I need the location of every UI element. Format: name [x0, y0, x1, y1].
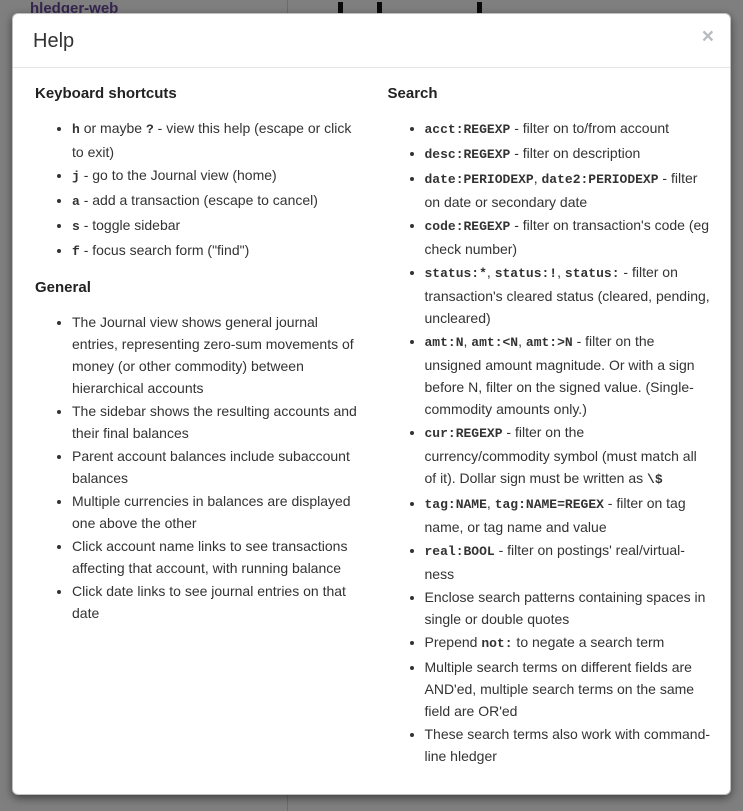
- code-term: s: [72, 219, 80, 234]
- help-list-item: • j - go to the Journal view (home): [72, 164, 360, 188]
- modal-header: [13, 14, 730, 68]
- help-list-item: • These search terms also work with command-line hledger: [425, 723, 713, 767]
- code-term: status:*: [424, 266, 487, 281]
- code-term: cur:REGEXP: [424, 426, 503, 441]
- help-list-item: • desc:REGEXP - filter on description: [425, 142, 713, 166]
- code-term: ?: [145, 122, 154, 137]
- code-term: a: [72, 194, 80, 209]
- code-term: status:: [564, 266, 620, 281]
- help-list-item: • Click date links to see journal entries on that date: [72, 580, 360, 624]
- close-icon[interactable]: ×: [701, 25, 714, 48]
- code-term: tag:NAME: [424, 497, 487, 512]
- code-term: date2:PERIODEXP: [541, 172, 659, 187]
- section-heading: Search: [387, 85, 438, 102]
- help-right-column: [373, 85, 726, 777]
- code-term: \$: [647, 472, 663, 487]
- help-list-item: • Click account name links to see transactions affecting that account, with running balance: [72, 535, 360, 579]
- help-list-item: • date:PERIODEXP, date2:PERIODEXP - filter on date or secondary date: [425, 167, 713, 213]
- code-term: amt:>N: [525, 335, 573, 350]
- help-left-column: [20, 85, 373, 777]
- code-term: tag:NAME=REGEX: [494, 497, 604, 512]
- help-list-item: • tag:NAME, tag:NAME=REGEX - filter on tag name, or tag name and value: [425, 492, 713, 538]
- section-heading: Keyboard shortcuts: [35, 85, 177, 102]
- code-term: code:REGEXP: [424, 219, 511, 234]
- help-list-item: • h or maybe ? - view this help (escape or click to exit): [72, 117, 360, 163]
- help-list: [35, 117, 360, 263]
- help-list: [388, 117, 713, 767]
- help-list-item: • amt:N, amt:<N, amt:>N - filter on the unsigned amount magnitude. Or with a sign before N, filter on the signed value. (Single-commodity amounts only.): [425, 330, 713, 420]
- help-list-item: • acct:REGEXP - filter on to/from account: [425, 117, 713, 141]
- modal-title: Help: [33, 30, 75, 52]
- help-list-item: • status:*, status:!, status: - filter on transaction's cleared status (cleared, pending, uncleared): [425, 261, 713, 329]
- code-term: status:!: [494, 266, 558, 281]
- help-list-item: • The sidebar shows the resulting accounts and their final balances: [72, 400, 360, 444]
- modal-body: [13, 68, 730, 777]
- help-list-item: • cur:REGEXP - filter on the currency/commodity symbol (must match all of it). Dollar sign must be written as \$: [425, 421, 713, 491]
- help-list-item: • Parent account balances include subaccount balances: [72, 445, 360, 489]
- code-term: amt:N: [424, 335, 464, 350]
- code-term: f: [72, 244, 80, 259]
- code-term: real:BOOL: [424, 544, 495, 559]
- help-list-item: • code:REGEXP - filter on transaction's code (eg check number): [425, 214, 713, 260]
- help-list-item: • The Journal view shows general journal entries, representing zero-sum movements of money (or other commodity) between hierarchical accounts: [72, 311, 360, 399]
- help-list-item: • Enclose search patterns containing spaces in single or double quotes: [425, 586, 713, 630]
- help-list-item: • f - focus search form ("find"): [72, 239, 360, 263]
- help-list-item: • Multiple currencies in balances are displayed one above the other: [72, 490, 360, 534]
- code-term: date:PERIODEXP: [424, 172, 534, 187]
- help-list-item: • Prepend not: to negate a search term: [425, 631, 713, 655]
- code-term: acct:REGEXP: [424, 122, 511, 137]
- help-modal: [12, 13, 731, 795]
- code-term: h: [72, 122, 80, 137]
- help-list-item: • s - toggle sidebar: [72, 214, 360, 238]
- code-term: desc:REGEXP: [424, 147, 511, 162]
- help-list-item: • real:BOOL - filter on postings' real/virtual-ness: [425, 539, 713, 585]
- code-term: not:: [481, 636, 513, 651]
- code-term: j: [72, 169, 80, 184]
- help-list-item: • Multiple search terms on different fields are AND'ed, multiple search terms on the same field are OR'ed: [425, 656, 713, 722]
- help-list-item: • a - add a transaction (escape to cancel): [72, 189, 360, 213]
- help-list: [35, 311, 360, 624]
- section-heading: General: [35, 279, 91, 296]
- code-term: amt:<N: [471, 335, 519, 350]
